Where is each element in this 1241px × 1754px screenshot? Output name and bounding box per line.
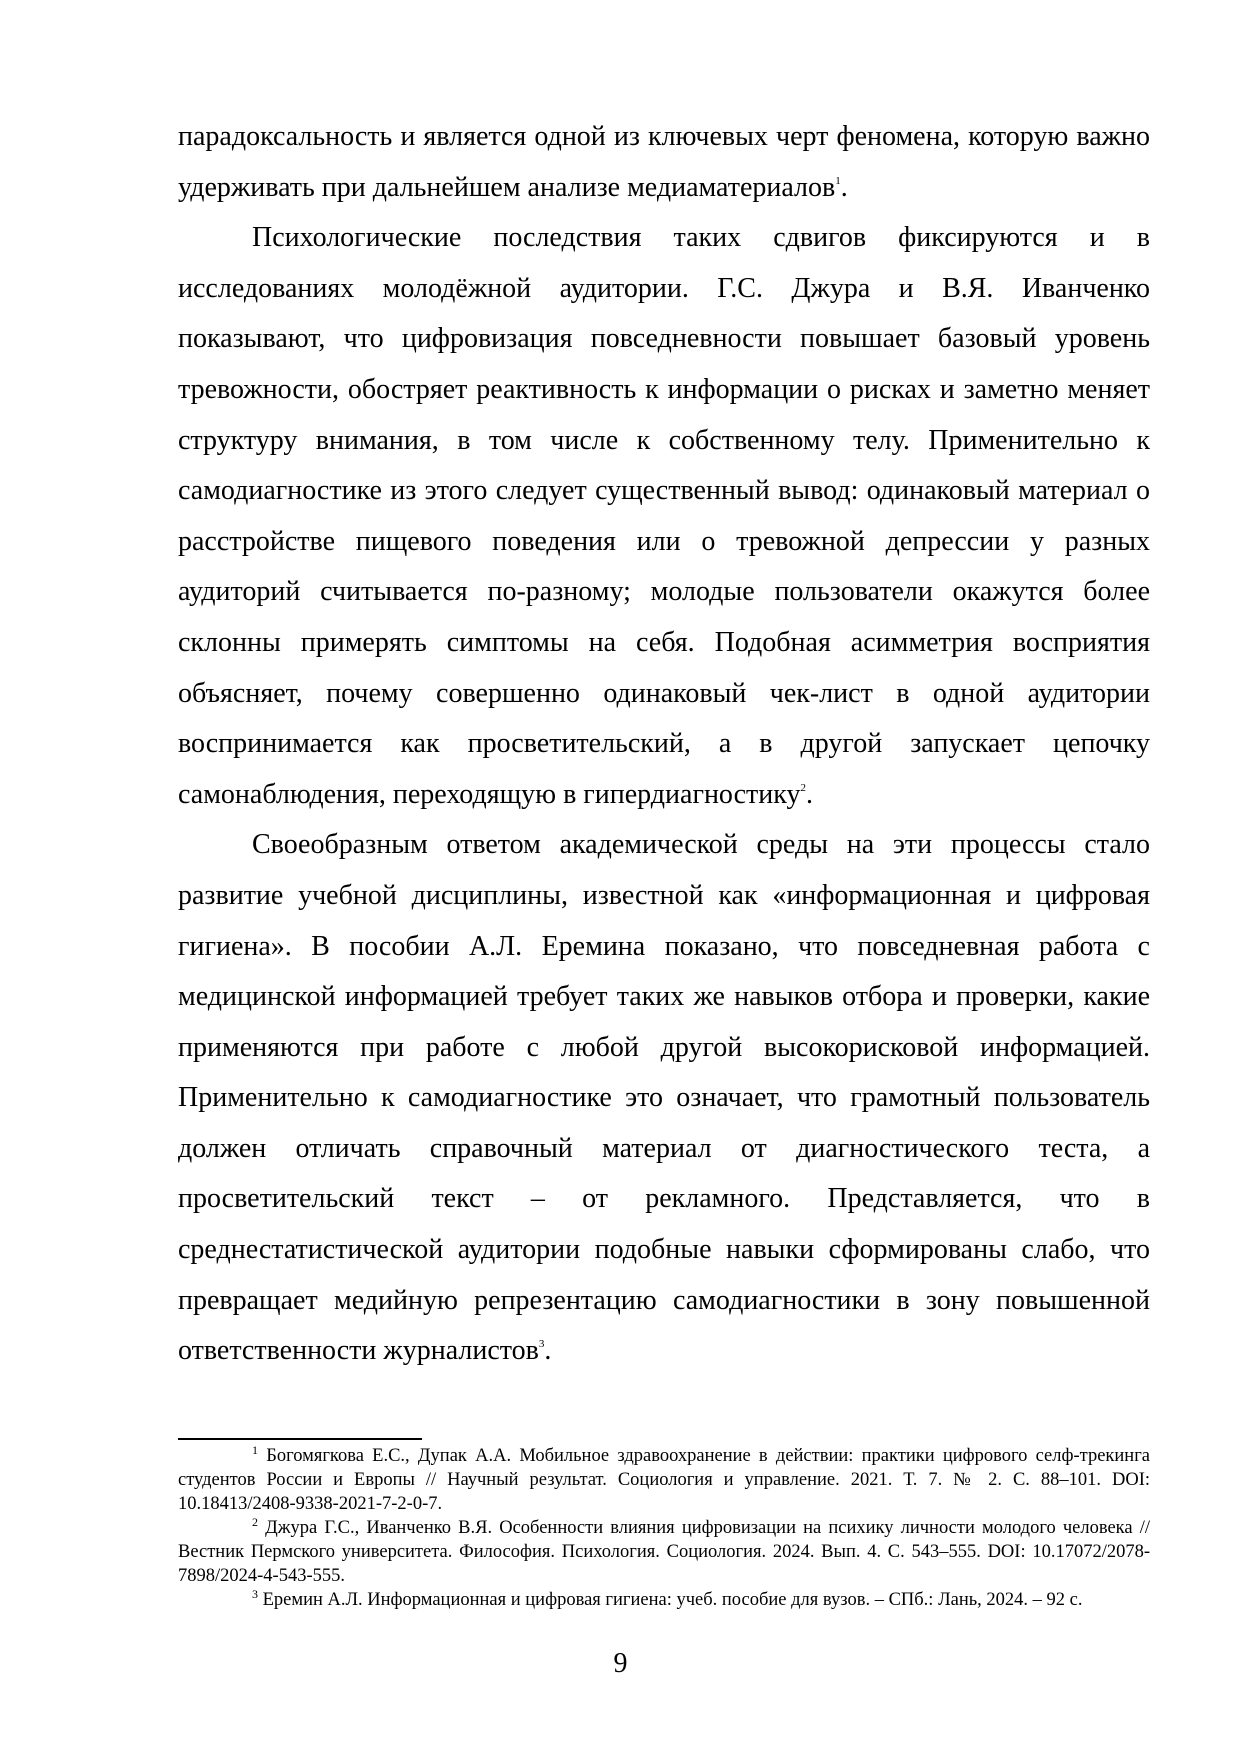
paragraph-tail: . <box>840 171 848 203</box>
paragraph-text: Своеобразным ответом академической среды на эти процессы стало развитие учебной дисциплины, известной как «информационная и цифровая гигиена». В пособии А.Л. Еремина показано, что повседневная работа с медицинской информацией требует таких же навыков отбора и проверки, какие применяются при работе с любой другой высокорисковой информацией. Применительно к самодиагностике это означает, что грамотный пользователь должен отличать справочный материал от диагностического теста, а просветительский текст – от рекламного. Представляется, что в среднестатистической аудитории подобные навыки сформированы слабо, что превращает медийную репрезентацию самодиагностики в зону повышенной ответственности журналистов <box>178 829 1150 1367</box>
footnote-number: 2 <box>252 1515 258 1529</box>
footnote-text: Джура Г.С., Иванченко В.Я. Особенности влияния цифровизации на психику личности молодого человека // Вестник Пермского университета. Философия. Психология. Социология. 2024. Вып. 4. С. 543–555. DOI: 10.17072/2078-7898/2024-4-543-555. <box>178 1518 1150 1586</box>
page-number: 9 <box>613 1648 628 1679</box>
paragraph-text: Психологические последствия таких сдвигов фиксируются и в исследованиях молодёжной аудитории. Г.С. Джура и В.Я. Иванченко показывают, что цифровизация повседневности повышает базовый уровень тревожности, обостряет реактивность к информации о рисках и заметно меняет структуру внимания, в том числе к собственному телу. Применительно к самодиагностике из этого следует существенный вывод: одинаковый материал о расстройстве пищевого поведения или о тревожной депрессии у разных аудиторий считывается по-разному; молодые пользователи окажутся более склонны примерять симптомы на себя. Подобная асимметрия восприятия объясняет, почему совершенно одинаковый чек-лист в одной аудитории воспринимается как просветительский, а в другой запускает цепочку самонаблюдения, переходящую в гипердиагностику <box>178 222 1150 810</box>
footnotes-section <box>178 1444 1150 1612</box>
paragraph-text: парадоксальность и является одной из ключевых черт феномена, которую важно удерживать при дальнейшем анализе медиаматериалов <box>178 121 1150 203</box>
paragraph <box>178 213 1150 820</box>
paragraph-tail: . <box>544 1335 552 1367</box>
footnote-text: Еремин А.Л. Информационная и цифровая гигиена: учеб. пособие для вузов. – СПб.: Лань, 2024. – 92 с. <box>262 1590 1083 1610</box>
footnote-separator <box>178 1438 422 1440</box>
footnote-text: Богомягкова Е.С., Дупак А.А. Мобильное здравоохранение в действии: практики цифрового селф-трекинга студентов России и Европы // Научный результат. Социология и управление. 2021. Т. 7. № 2. С. 88–101. DOI: 10.18413/2408-9338-2021-7-2-0-7. <box>178 1446 1150 1514</box>
footnote-number: 3 <box>252 1587 258 1601</box>
footnote-reference[interactable]: 3 <box>538 1338 545 1351</box>
footnote-reference[interactable]: 2 <box>800 781 806 794</box>
footnote <box>178 1444 1150 1516</box>
footnote <box>178 1588 1150 1612</box>
paragraph-tail: . <box>805 778 813 810</box>
footnote <box>178 1516 1150 1588</box>
footnote-number: 1 <box>252 1443 258 1457</box>
paragraph <box>178 820 1150 1377</box>
footnote-reference[interactable]: 1 <box>835 174 841 187</box>
paragraph-continuation <box>178 112 1150 213</box>
body-text <box>178 112 1150 1377</box>
